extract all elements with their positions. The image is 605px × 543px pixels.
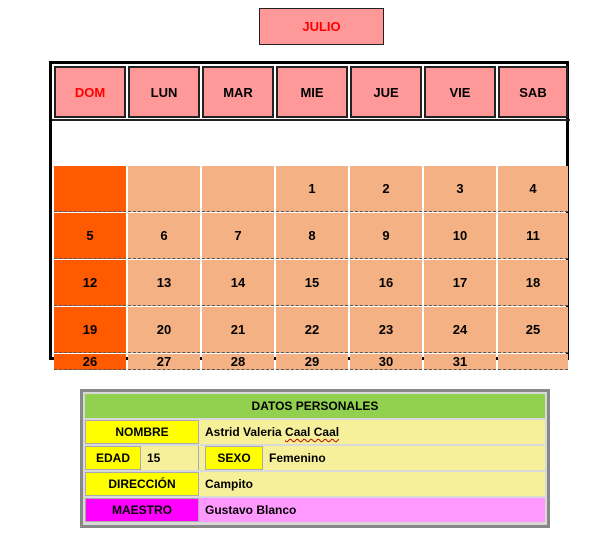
day-cell xyxy=(54,166,126,212)
day-cell: 8 xyxy=(276,213,348,259)
personal-data-title: DATOS PERSONALES xyxy=(85,394,545,418)
day-cell: 16 xyxy=(350,260,422,306)
teacher-value: Gustavo Blanco xyxy=(205,503,297,517)
personal-data-table xyxy=(80,389,550,528)
day-cell: 7 xyxy=(202,213,274,259)
day-cell: 17 xyxy=(424,260,496,306)
age-sex-row xyxy=(85,446,545,470)
day-cell: 1 xyxy=(276,166,348,212)
day-cell: 13 xyxy=(128,260,200,306)
name-value-first: Astrid Valeria xyxy=(205,425,286,439)
sex-value: Femenino xyxy=(269,451,326,465)
name-row xyxy=(85,420,545,444)
day-cell: 19 xyxy=(54,307,126,353)
day-cell: 27 xyxy=(128,354,200,370)
day-cell: 25 xyxy=(498,307,568,353)
name-value xyxy=(199,420,339,444)
day-cell: 9 xyxy=(350,213,422,259)
teacher-label: MAESTRO xyxy=(85,498,199,522)
day-cell: 26 xyxy=(54,354,126,370)
day-cell: 5 xyxy=(54,213,126,259)
address-row xyxy=(85,472,545,496)
day-cell: 23 xyxy=(350,307,422,353)
weekday-header-sab: SAB xyxy=(498,66,568,118)
weekday-header-mar: MAR xyxy=(202,66,274,118)
day-cell: 24 xyxy=(424,307,496,353)
calendar-grid xyxy=(54,66,564,369)
weekday-header-mie: MIE xyxy=(276,66,348,118)
day-cell: 28 xyxy=(202,354,274,370)
weekday-header-jue: JUE xyxy=(350,66,422,118)
day-cell: 10 xyxy=(424,213,496,259)
day-cell: 4 xyxy=(498,166,568,212)
day-cell: 29 xyxy=(276,354,348,370)
name-value-last: Caal Caal xyxy=(285,425,340,439)
sex-label: SEXO xyxy=(205,446,263,470)
age-label: EDAD xyxy=(85,446,141,470)
day-cell: 31 xyxy=(424,354,496,370)
day-cell: 2 xyxy=(350,166,422,212)
day-cell: 6 xyxy=(128,213,200,259)
day-cell xyxy=(128,166,200,212)
name-label: NOMBRE xyxy=(85,420,199,444)
day-cell: 21 xyxy=(202,307,274,353)
day-cell xyxy=(202,166,274,212)
weekday-header-vie: VIE xyxy=(424,66,496,118)
calendar-table xyxy=(49,61,569,369)
day-cell: 20 xyxy=(128,307,200,353)
day-cell: 14 xyxy=(202,260,274,306)
day-cell: 30 xyxy=(350,354,422,370)
header-separator xyxy=(52,119,570,121)
address-value: Campito xyxy=(205,477,253,491)
day-cell: 3 xyxy=(424,166,496,212)
day-cell: 18 xyxy=(498,260,568,306)
age-value: 15 xyxy=(141,446,199,470)
day-cell: 11 xyxy=(498,213,568,259)
day-cell: 22 xyxy=(276,307,348,353)
day-cell: 15 xyxy=(276,260,348,306)
address-label: DIRECCIÓN xyxy=(85,472,199,496)
month-title: JULIO xyxy=(259,8,384,45)
weekday-header-lun: LUN xyxy=(128,66,200,118)
weekday-header-dom: DOM xyxy=(54,66,126,118)
teacher-row xyxy=(85,498,545,522)
day-cell xyxy=(498,354,568,370)
day-cell: 12 xyxy=(54,260,126,306)
